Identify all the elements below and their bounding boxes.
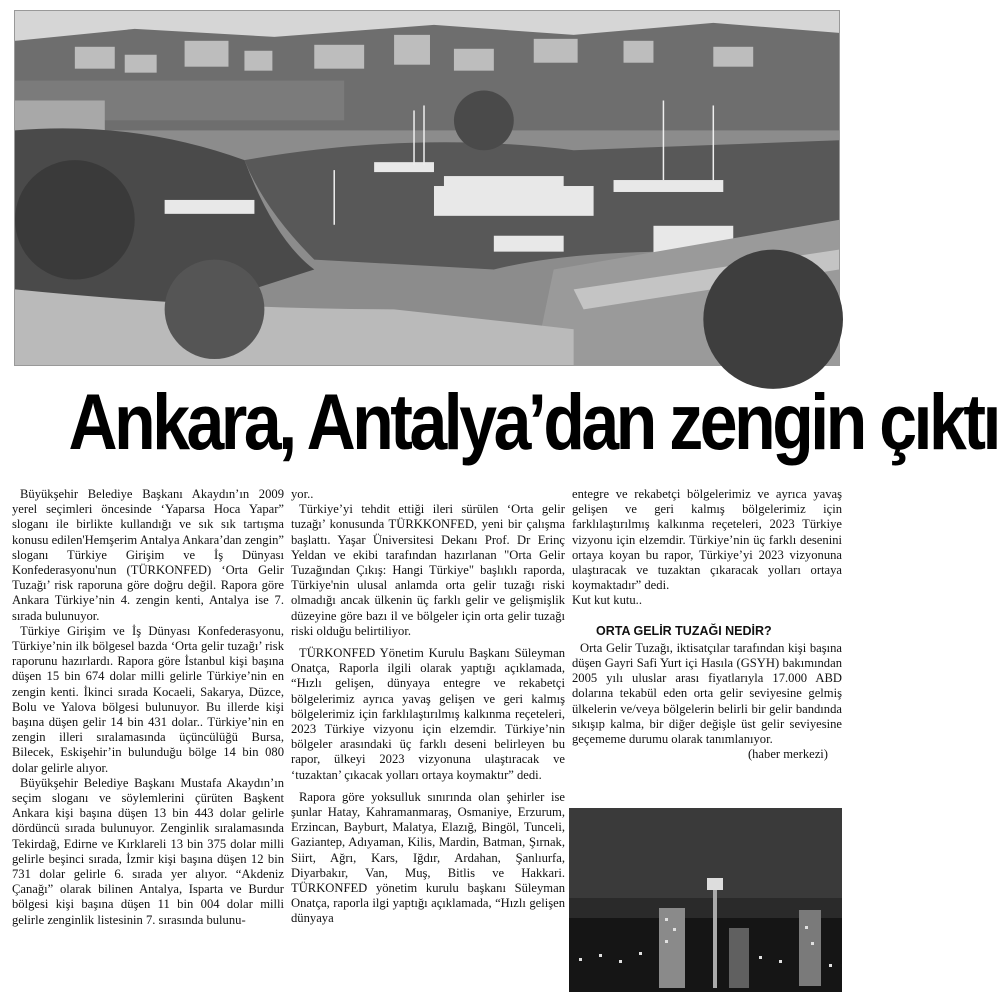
paragraph: Orta Gelir Tuzağı, iktisatçılar tarafından kişi başına düşen Gayri Safi Yurt içi Hasıla (GSYH) bakımından 2005 yılı uluslar arası fiyatlarıyla 17.000 ABD dolarına tekabül eden orta gelir seviyesine gelmiş ülkelerin ve/veya bölgelerin belirli bir gelir bandında sıkışıp kalma, bir diğer değişle üst gelir seviyesine geçememe durumu olarak tanımlanıyor.	[572, 640, 842, 747]
paragraph: TÜRKONFED Yönetim Kurulu Başkanı Süleyman Onatça, Raporla ilgili olarak yaptığı açıklamada, “Hızlı gelişen, dünyaya entegre ve rekabetçi bölgelerimiz ayrıca yavaş gelişen ve geri kalmış bölgelerimiz için farklılaştırılmış kalkınma reçeteleri, 2023 Türkiye vizyonu için elzemdir. Türkiye’nin bölgeler arasındaki üç farklı deseni belirleyen bu rapor, ülkeyi 2023 vizyonuna ulaştıracak ve ‘tuzaktan’ çıkacak yolları ortaya koymaktır” dedi.	[291, 646, 565, 782]
subheading: ORTA GELİR TUZAĞI NEDİR?	[596, 623, 772, 638]
article-column-1	[12, 487, 284, 928]
paragraph: entegre ve rekabetçi bölgelerimiz ve ayrıca yavaş gelişen ve geri kalmış bölgelerimiz için farklılaştırılmış kalkınma reçeteleri, 2023 Türkiye vizyonu için elzemdir. Türkiye’nin üç farklı desenini ortaya koyan bu rapor, Türkiye’yi 2023 vizyonuna ulaştıracak ve tuzaktan çıkaracak yolları ortaya koymaktadır” dedi.	[572, 487, 842, 593]
paragraph: yor..	[291, 487, 314, 501]
city-night-photo	[569, 808, 842, 992]
paragraph: Büyükşehir Belediye Başkanı Akaydın’ın 2009 yerel seçimleri öncesinde ‘Yaparsa Hoca Yapar” sloganı ile birlikte kullandığı ve sık sık tartışma konusu edilen'Hemşerim Antalya Ankara’dan zengin” sloganı Türkiye Girişim ve İş Dünyası Konfederasyonu'nun (TÜRKONFED) ‘Orta Gelir Tuzağı’ risk raporuna göre doğru değil. Rapora göre Ankara Türkiye’nin 4. zengin kenti, Antalya ise 7. sırada bulunuyor.	[12, 487, 284, 623]
article-column-3	[572, 487, 842, 762]
byline: (haber merkezi)	[747, 747, 828, 762]
paragraph: Büyükşehir Belediye Başkanı Mustafa Akaydın’ın seçim sloganı ve söylemlerini çürüten Başkent Ankara kişi başına düşen 13 bin 443 dolar gelirle dördüncü sırada bulunuyor. Zenginlik sıralamasında Tekirdağ, Edirne ve Kırklareli 13 bin 375 dolar milli gelirle beşinci sırada, İzmir kişi başına düşen 12 bin 731 dolar gelirle 6. sırada yer alıyor. “Akdeniz Çanağı” olarak bilinen Antalya, Isparta ve Burdur bölgesi kişi başına düşen 11 bin 004 dolar milli gelirle zenginlik listesinin 7. sırasında bulunu-	[12, 775, 284, 927]
harbor-photo	[14, 10, 840, 366]
paragraph: Türkiye Girişim ve İş Dünyası Konfederasyonu, Türkiye’nin ilk bölgesel bazda ‘Orta gelir tuzağı’ risk raporunu hazırlardı. Rapora göre İstanbul kişi başına düşen 15 bin 674 dolar milli gelirle Türkiye’nin en zengin kenti. İkinci sırada Kocaeli, Sakarya, Düzce, Bolu ve Yalova bölgesi bulunuyor. Bu illerde kişi başına düşen gelir 14 bin 431 dolar.. Türkiye’nin en zengin illeri sıralamasında üçüncülüğü Bursa, Bilecek, Eskişehir’in bulunduğu bölge 14 bin 080 dolar gelirle alıyor.	[12, 623, 284, 775]
paragraph: Türkiye’yi tehdit ettiği ileri sürülen ‘Orta gelir tuzağı’ konusunda TÜRKKONFED, yeni bir çalışma başlattı. Yaşar Üniversitesi Dekanı Prof. Dr Erinç Yeldan ve ekibi tarafından hazırlanan "Orta Gelir Tuzağından Çıkış: Hangi Türkiye" başlıklı raporda, Türkiye'nin ulusal anlamda orta gelir tuzağı riski olmadığı ancak ülkenin üç farklı gelir ve gelişmişlik düzeyine göre bazı il ve bölgeler için orta gelir tuzağı riski olduğu belirtiliyor.	[291, 502, 565, 638]
paragraph: Rapora göre yoksulluk sınırında olan şehirler ise şunlar Hatay, Kahramanmaraş, Osmaniye, Erzurum, Erzincan, Bayburt, Malatya, Elazığ, Bingöl, Tunceli, Gaziantep, Adıyaman, Kilis, Mardin, Batman, Şırnak, Siirt, Ağrı, Kars, Iğdır, Ardahan, Şanlıurfa, Diyarbakır, Van, Muş, Bitlis ve Hakkari. TÜRKONFED yönetim kurulu başkanı Süleyman Onatça, raporla ilgi yaptığı açıklamada, “Hızlı gelişen dünyaya	[291, 789, 565, 926]
paragraph: Kut kut kutu..	[572, 593, 642, 608]
headline: Ankara, Antalya’dan zengin çıktı	[68, 377, 998, 466]
article-column-2	[291, 487, 565, 927]
